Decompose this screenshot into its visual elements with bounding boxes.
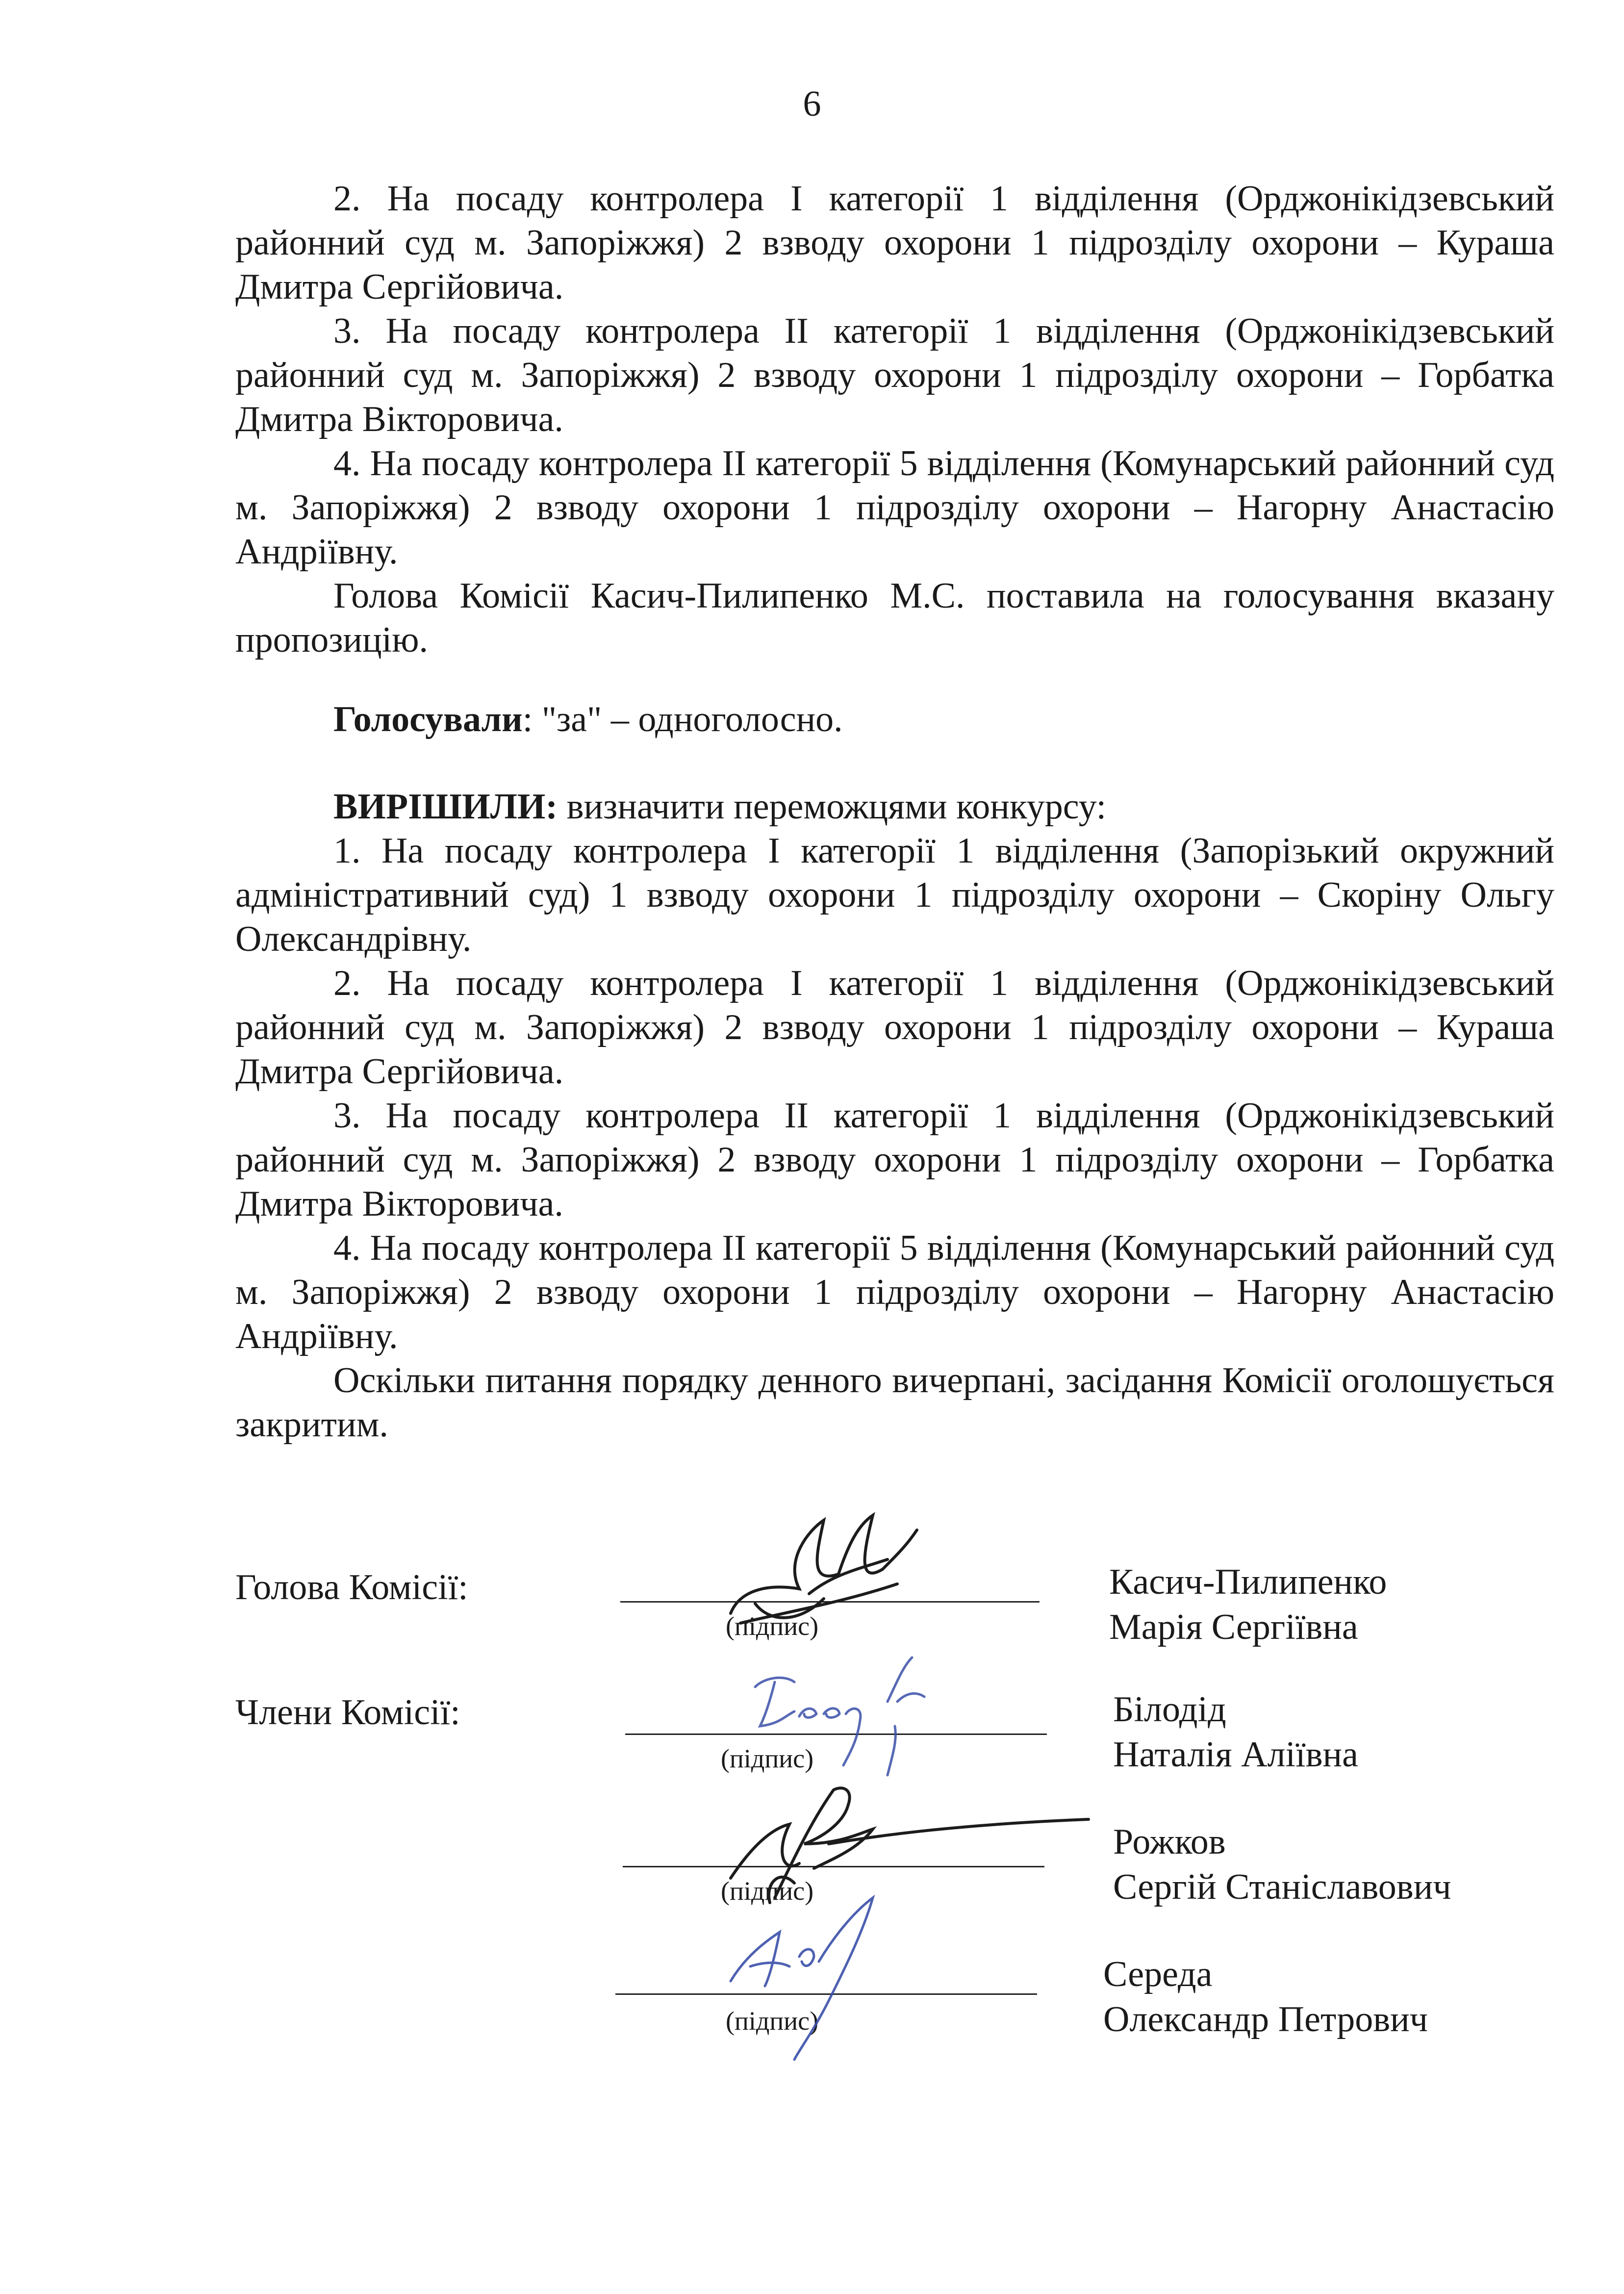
signer-given-names: Наталія Аліївна [1113, 1734, 1359, 1775]
signer-surname: Білодід [1113, 1689, 1226, 1730]
signer-surname: Касич-Пилипенко [1109, 1562, 1387, 1602]
page-number: 6 [803, 84, 821, 124]
signature-caption: (підпис) [721, 1744, 814, 1773]
decision-heading [235, 785, 1554, 829]
paragraph: 1. На посаду контролера І категорії 1 відділення (Запорізький окружний адміністративний суд) 1 взводу охорони 1 підрозділу охорони – Скоріну Ольгу Олександрівну. [235, 831, 1554, 959]
signature-caption: (підпис) [721, 1876, 814, 1906]
signer-given-names: Сергій Станіславович [1113, 1867, 1451, 1907]
decision-label: ВИРІШИЛИ: [333, 787, 558, 827]
signature-image [726, 1628, 961, 1785]
signer-given-names: Марія Сергіївна [1109, 1607, 1358, 1647]
decision-text: визначити переможцями конкурсу: [558, 787, 1107, 827]
chair-role-label: Голова Комісії: [235, 1567, 468, 1607]
signer-name [1103, 1952, 1428, 2042]
votes-line [333, 699, 843, 740]
signature-caption: (підпис) [726, 1611, 819, 1641]
signer-name [1109, 1559, 1387, 1650]
signer-name [1113, 1819, 1451, 1910]
signer-surname: Рожков [1113, 1822, 1226, 1862]
paragraph-block-1 [235, 177, 1554, 662]
paragraph: 2. На посаду контролера І категорії 1 відділення (Орджонікідзевський районний суд м. Запоріжжя) 2 взводу охорони 1 підрозділу охорони – Кураша Дмитра Сергійовича. [235, 963, 1554, 1092]
paragraph: 4. На посаду контролера ІІ категорії 5 відділення (Комунарський районний суд м. Запоріжжя) 2 взводу охорони 1 підрозділу охорони – Нагорну Анастасію Андріївну. [235, 443, 1554, 572]
decision-block [235, 785, 1554, 1447]
paragraph: 3. На посаду контролера ІІ категорії 1 відділення (Орджонікідзевський районний суд м. Запоріжжя) 2 взводу охорони 1 підрозділу охорони – Горбатка Дмитра Вікторовича. [235, 1096, 1554, 1224]
paragraph: Голова Комісії Касич-Пилипенко М.С. поставила на голосування вказану пропозицію. [235, 576, 1554, 660]
paragraph: 4. На посаду контролера ІІ категорії 5 відділення (Комунарський районний суд м. Запоріжжя) 2 взводу охорони 1 підрозділу охорони – Нагорну Анастасію Андріївну. [235, 1228, 1554, 1356]
paragraph: 3. На посаду контролера ІІ категорії 1 відділення (Орджонікідзевський районний суд м. Запоріжжя) 2 взводу охорони 1 підрозділу охорони – Горбатка Дмитра Вікторовича. [235, 311, 1554, 439]
signer-name [1113, 1687, 1358, 1777]
paragraph: 2. На посаду контролера І категорії 1 відділення (Орджонікідзевський районний суд м. Запоріжжя) 2 взводу охорони 1 підрозділу охорони – Кураша Дмитра Сергійовича. [235, 178, 1554, 307]
signature-image [716, 1888, 902, 2065]
signature-image [711, 1501, 937, 1648]
signature-row-member [0, 1942, 1624, 2069]
paragraph: Оскільки питання порядку денного вичерпані, засідання Комісії оголошується закритим. [235, 1360, 1554, 1445]
signer-given-names: Олександр Петрович [1103, 1999, 1428, 2039]
members-role-label: Члени Комісії: [235, 1692, 460, 1733]
signer-surname: Середа [1103, 1954, 1213, 1994]
signature-caption: (підпис) [726, 2006, 819, 2036]
votes-label: Голосували [333, 699, 523, 739]
votes-text: : "за" – одноголосно. [522, 699, 843, 739]
